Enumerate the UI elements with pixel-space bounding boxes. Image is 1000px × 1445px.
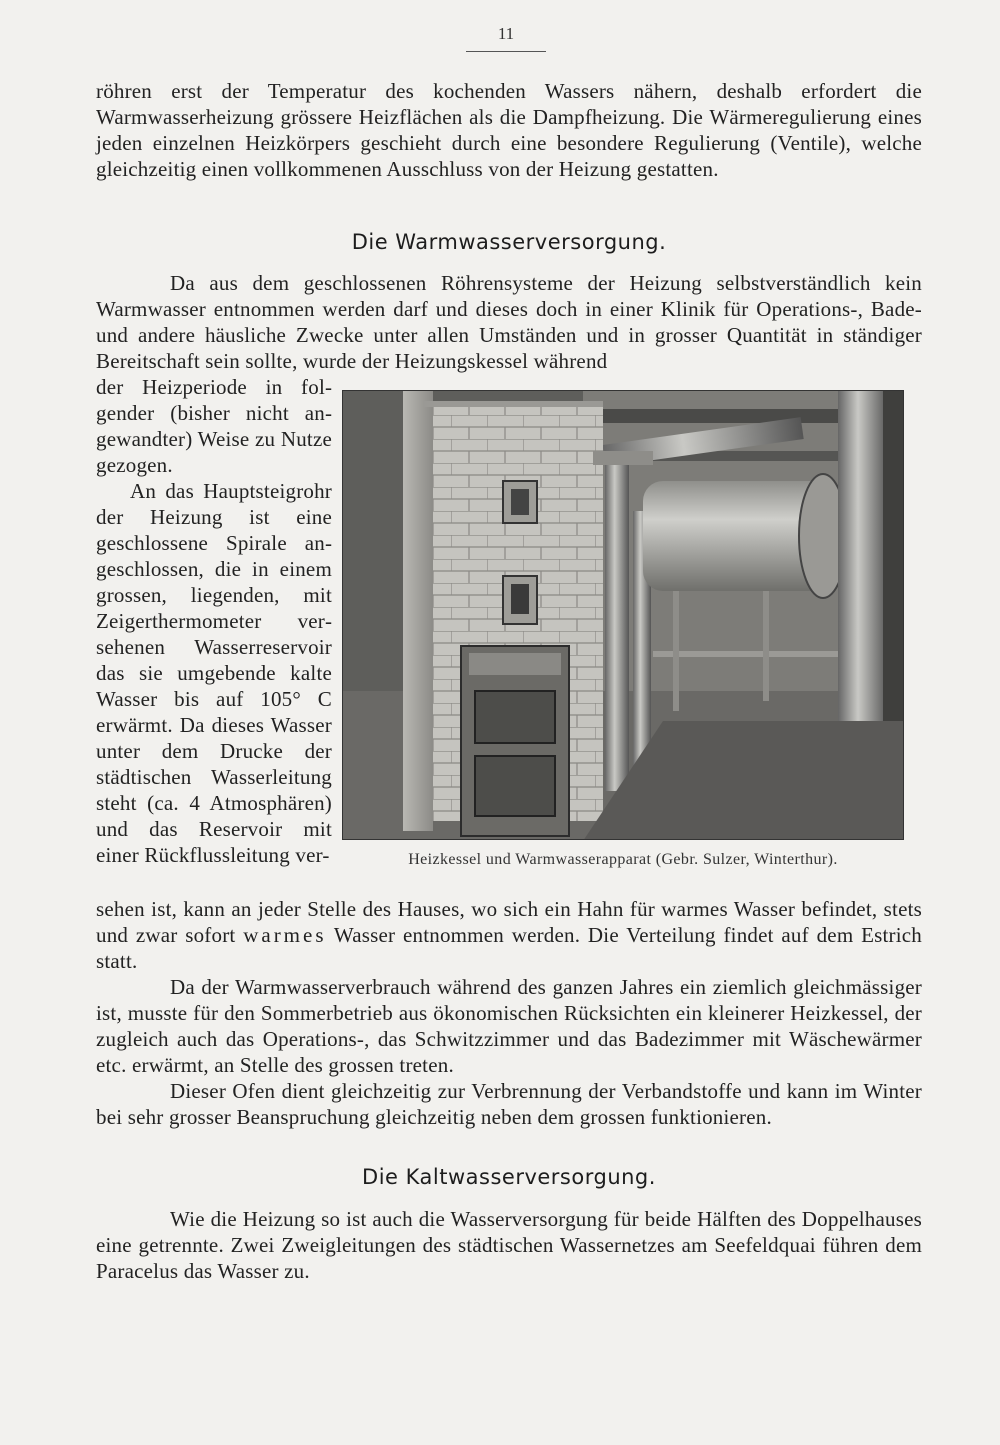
continuation-text-before: sehen ist, kann an jeder Stelle des Hauses, wo sich ein Hahn für warmes Wasser befindet, stets und zwar sofort xyxy=(96,897,922,947)
spiral-paragraph: An das Hauptsteigrohr der Heizung ist eine geschlossene Spirale angeschlossen, die in einem grossen, liegenden, mit Zeigerthermometer versehenen Wasserreservoir das sie umgebende kalte Wasser bis auf 105° C erwärmt. Da dieses Wasser unter dem Drucke der städtischen Wasserleitung steht (ca. 4 Atmosphären) und das Reservoir mit einer Rückflussleitung ver- xyxy=(96,479,332,867)
figure-caption: Heizkessel und Warmwasserapparat (Gebr. Sulzer, Winterthur). xyxy=(408,851,838,868)
continuation-text-after: Wasser entnommen werden. Die Verteilung findet auf dem Estrich statt. xyxy=(96,923,923,973)
heading-kaltwasser: Die Kaltwasserversorgung. xyxy=(362,1165,656,1189)
page-number: 11 xyxy=(497,24,515,43)
oven-paragraph: Dieser Ofen dient gleichzeitig zur Verbrennung der Verbandstoffe und kann im Winter bei sehr grosser Beanspruchung gleichzeitig neben dem grossen funktionieren. xyxy=(96,1079,922,1129)
warm-paragraph: Da aus dem geschlossenen Röhrensysteme der Heizung selbstverständlich kein Warmwasser entnommen werden darf und dieses doch in einer Klinik für Operations-, Bade- und andere häusliche Zwecke unter allen Umständen und in grosser Quantität in ständiger Bereitschaft sein sollte, wurde der Heizungskessel während xyxy=(96,271,922,373)
summer-paragraph: Da der Warmwasserverbrauch während des ganzen Jahres ein ziemlich gleichmässiger ist, musste für den Sommerbetrieb aus ökonomischen Rücksichten ein kleinerer Heizkessel, der zugleich auch das Operations-, das Schwitzzimmer und das Badezimmer mit Wäschewärmer etc. erwärmt, an Stelle des grossen treten. xyxy=(96,975,922,1077)
warm-paragraph-side: der Heizperiode in folgender (bisher nicht angewandter) Weise zu Nutze gezogen. xyxy=(96,375,332,477)
page-number-rule xyxy=(466,51,546,52)
emphasis-warmes: warmes xyxy=(243,923,327,947)
intro-paragraph: röhren erst der Temperatur des kochenden Wassers nähern, deshalb erfordert die Warmwasserheizung grössere Heizflächen als die Dampfheizung. Die Wärmeregulierung eines jeden einzelnen Heizkörpers geschieht durch eine besondere Regulierung (Ventile), welche gleichzeitig einen vollkommenen Ausschluss von der Heizung gestatten. xyxy=(96,79,922,181)
cold-paragraph: Wie die Heizung so ist auch die Wasserversorgung für beide Hälften des Doppelhauses eine getrennte. Zwei Zweigleitungen des städtischen Wassernetzes am Seefeldquai führen dem Paracelus das Wasser zu. xyxy=(96,1207,922,1283)
continuation-paragraph xyxy=(96,896,922,974)
boiler-room-photo xyxy=(342,390,904,840)
boiler-room-illustration xyxy=(343,391,904,840)
heading-warmwasser: Die Warmwasserversorgung. xyxy=(351,230,667,254)
